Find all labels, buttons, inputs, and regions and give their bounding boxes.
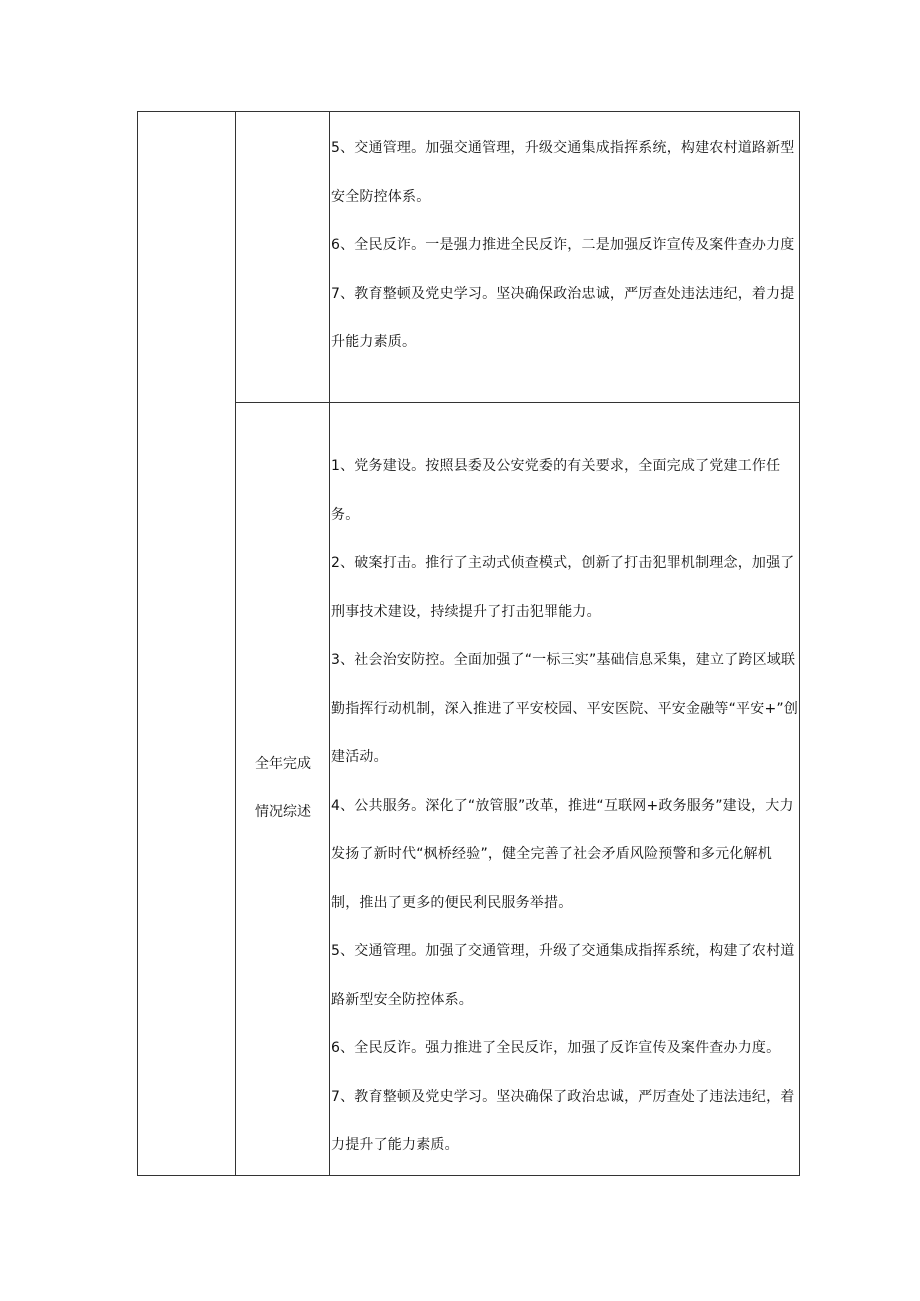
left-blank-column bbox=[138, 112, 236, 1175]
summary-item: 7、教育整顿及党史学习。坚决确保了政治忠诚，严厉查处了违法违纪，着力提升了能力素质。 bbox=[331, 1088, 795, 1153]
planned-item: 7、教育整顿及党史学习。坚决确保政治忠诚，严厉查处违法违纪，着力提升能力素质。 bbox=[331, 285, 795, 350]
planned-item: 6、全民反诈。一是强力推进全民反诈，二是加强反诈宣传及案件查办力度 bbox=[331, 237, 795, 253]
summary-item: 3、社会治安防控。全面加强了“一标三实”基础信息采集，建立了跨区域联勤指挥行动机制，深入推进了平安校园、平安医院、平安金融等“平安+”创建活动。 bbox=[331, 652, 799, 765]
summary-label-line2: 情况综述 bbox=[255, 804, 311, 820]
label-column bbox=[236, 112, 330, 1175]
summary-label-line1: 全年完成 bbox=[255, 756, 311, 772]
summary-item: 5、交通管理。加强了交通管理，升级了交通集成指挥系统，构建了农村道路新型安全防控体系。 bbox=[331, 943, 795, 1008]
planned-item: 5、交通管理。加强交通管理，升级交通集成指挥系统，构建农村道路新型安全防控体系。 bbox=[331, 140, 795, 205]
summary-item: 1、党务建设。按照县委及公安党委的有关要求，全面完成了党建工作任务。 bbox=[331, 458, 781, 523]
row-divider bbox=[236, 402, 799, 403]
summary-item: 2、破案打击。推行了主动式侦查模式，创新了打击犯罪机制理念，加强了刑事技术建设，持续提升了打击犯罪能力。 bbox=[331, 555, 795, 620]
summary-items-cell bbox=[331, 442, 799, 1170]
summary-item: 4、公共服务。深化了“放管服”改革，推进“互联网+政务服务”建设，大力发扬了新时代“枫桥经验”，健全完善了社会矛盾风险预警和多元化解机制，推出了更多的便民利民服务举措。 bbox=[331, 797, 794, 911]
work-table bbox=[137, 111, 800, 1176]
planned-items-cell bbox=[331, 124, 799, 367]
summary-label bbox=[236, 740, 330, 836]
summary-item: 6、全民反诈。强力推进了全民反诈，加强了反诈宣传及案件查办力度。 bbox=[331, 1040, 781, 1056]
